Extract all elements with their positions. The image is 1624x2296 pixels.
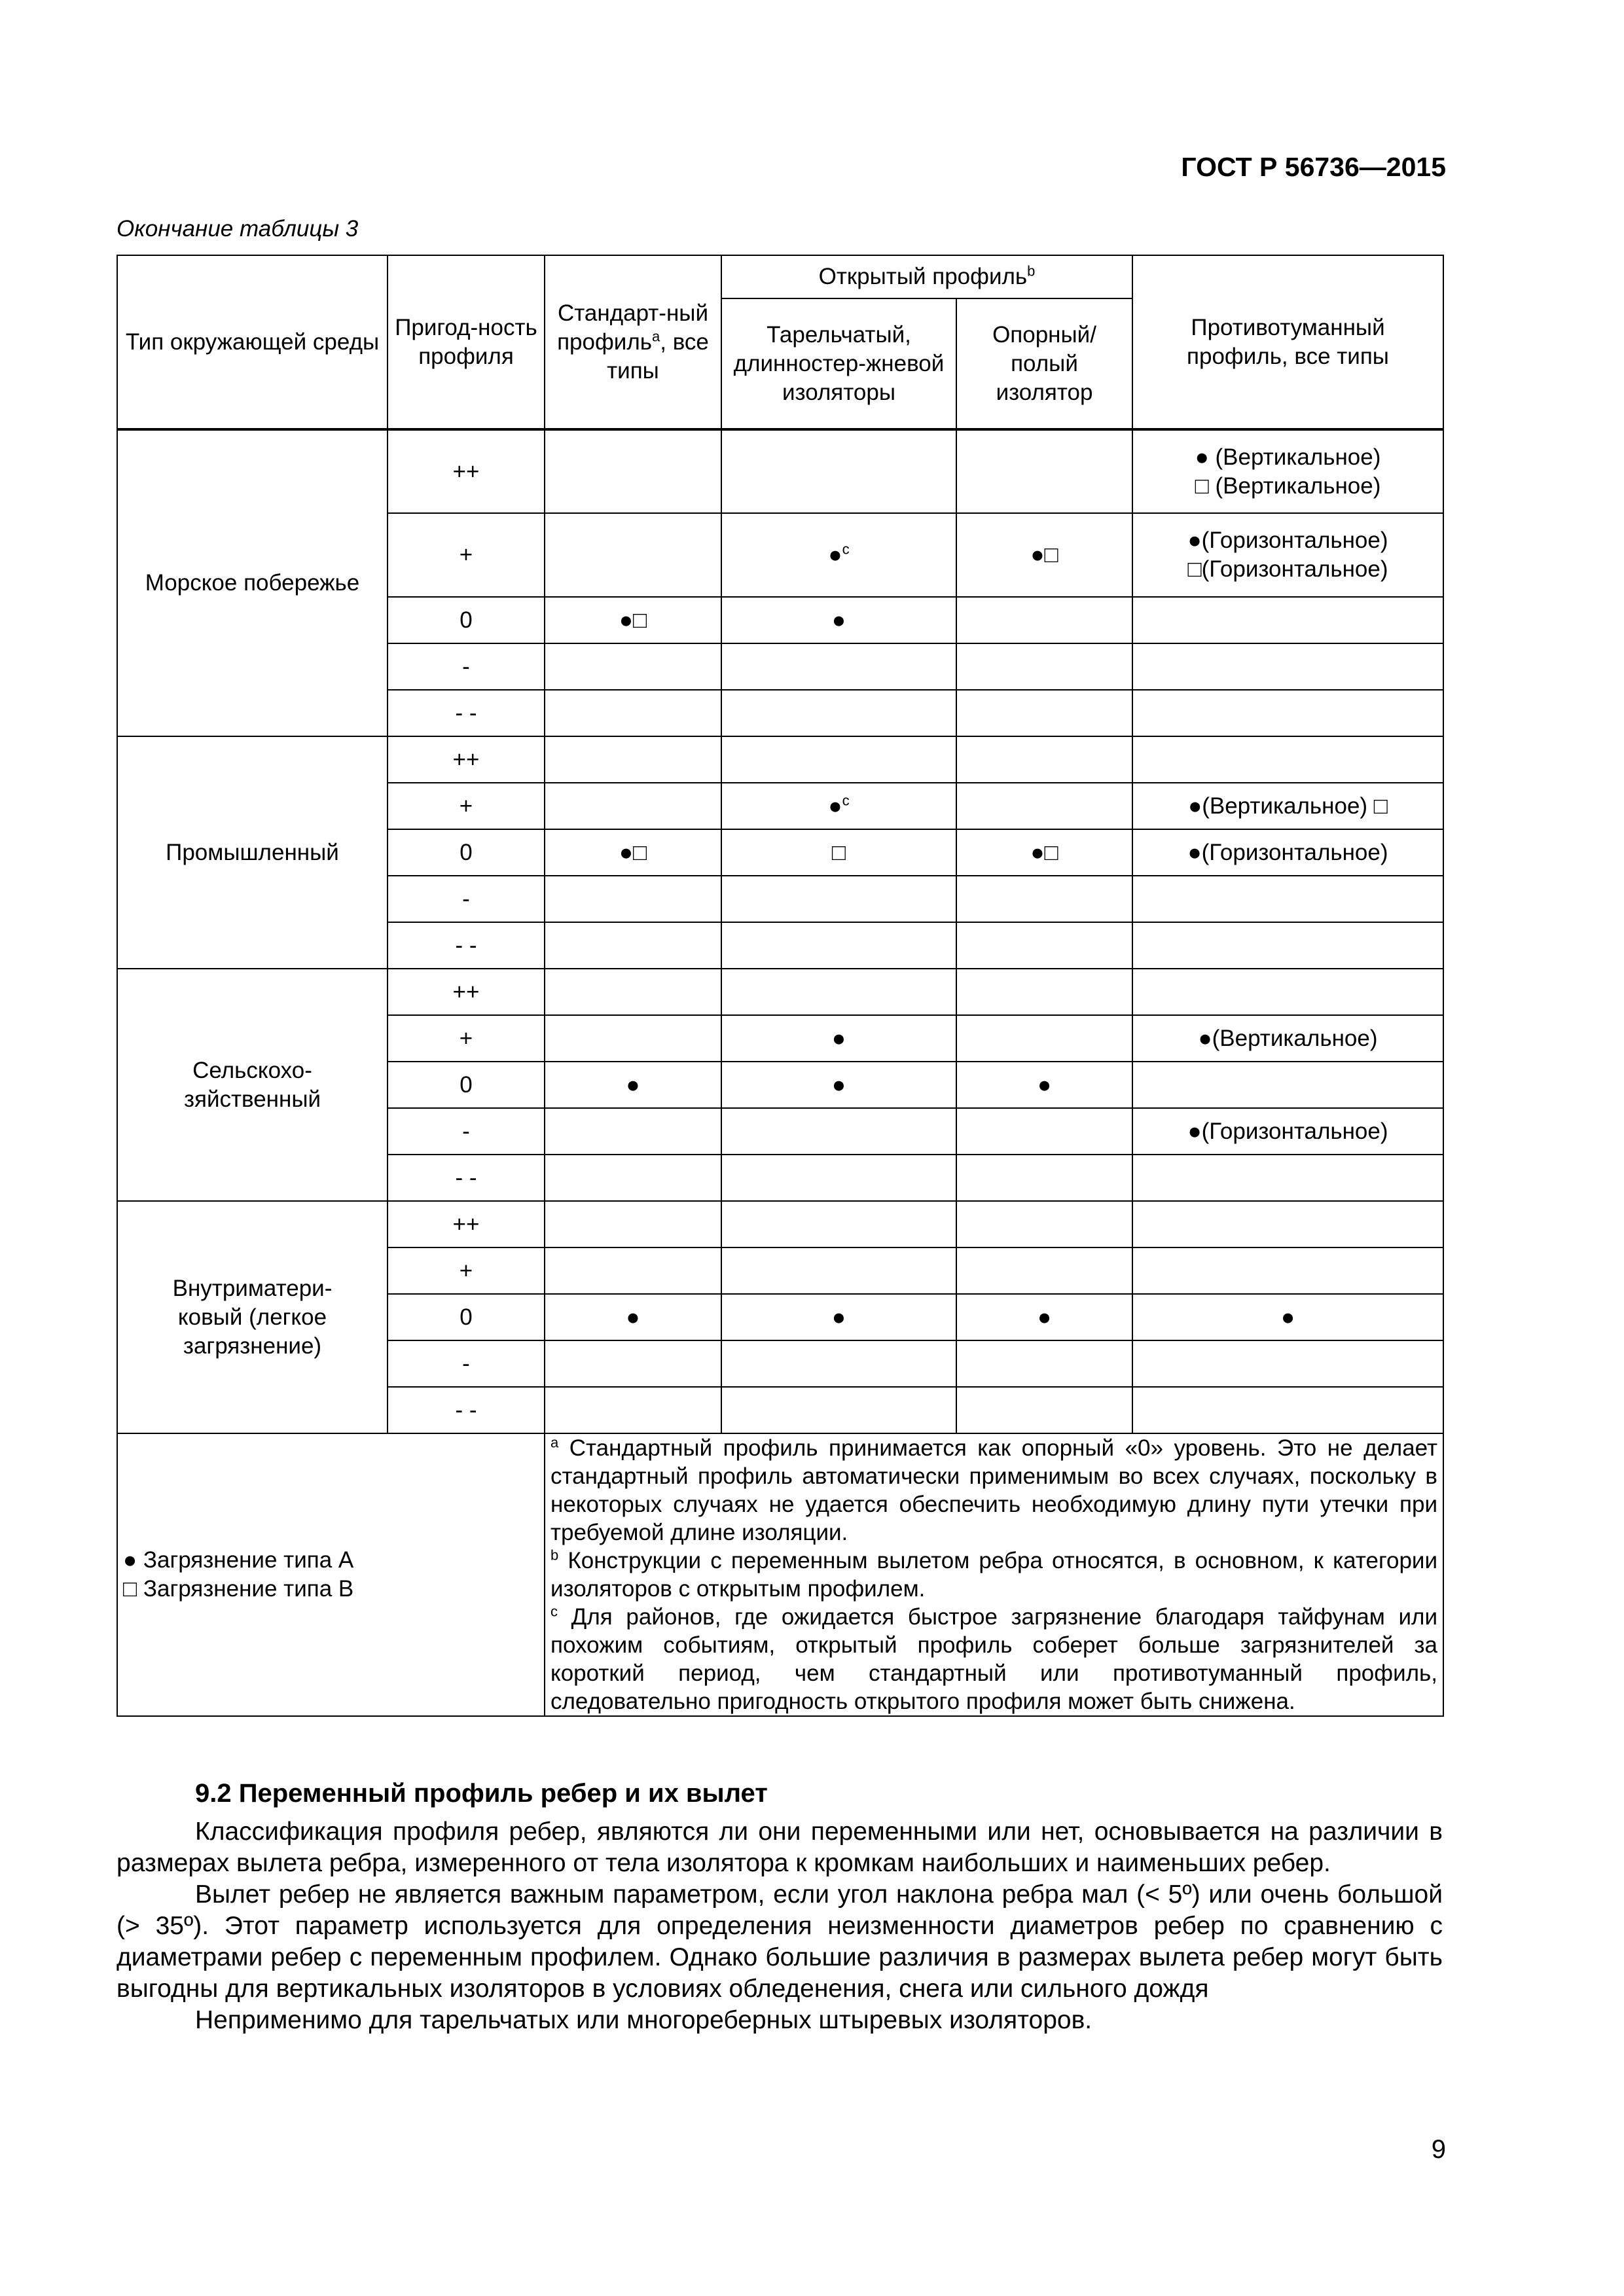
fog-mark-line: ●(Горизонтальное) — [1187, 528, 1388, 553]
fog-profile-cell — [1132, 1294, 1443, 1340]
support-insulator-cell: ● — [956, 1294, 1132, 1340]
col-env-type: Тип окружающей среды — [117, 255, 388, 429]
standard-profile-cell — [545, 1108, 721, 1155]
mark: ● — [828, 793, 842, 819]
table-row — [117, 969, 1443, 1015]
mark: ● — [831, 1071, 846, 1098]
fog-profile-cell — [1132, 969, 1443, 1015]
mark: □ — [831, 839, 846, 865]
legend-cell — [117, 1433, 545, 1716]
plate-insulator-cell — [721, 1155, 956, 1201]
standard-profile-cell — [545, 1340, 721, 1387]
suitability-cell: + — [388, 1015, 545, 1062]
env-type-cell: Внутриматери-ковый (легкое загрязнение) — [117, 1201, 388, 1433]
support-insulator-cell: ●□ — [956, 513, 1132, 597]
standard-profile-cell: ●□ — [545, 597, 721, 643]
legend-item-type-b: □ Загрязнение типа B — [123, 1576, 354, 1602]
fog-profile-cell — [1132, 429, 1443, 513]
plate-insulator-cell — [721, 690, 956, 736]
plate-insulator-cell — [721, 513, 956, 597]
suitability-cell: ++ — [388, 969, 545, 1015]
suitability-cell: 0 — [388, 1294, 545, 1340]
footnote-ref: c — [842, 541, 850, 558]
fog-profile-cell — [1132, 1247, 1443, 1294]
fog-profile-cell — [1132, 922, 1443, 969]
fog-profile-cell — [1132, 643, 1443, 690]
col-open-profile: Открытый профиль$^b$ — [721, 255, 1132, 298]
standard-profile-cell — [545, 429, 721, 513]
suitability-cell: - — [388, 876, 545, 922]
table-caption: Окончание таблицы 3 — [117, 216, 359, 242]
mark: ● — [831, 1304, 846, 1330]
suitability-cell: 0 — [388, 1062, 545, 1108]
support-insulator-cell — [956, 643, 1132, 690]
mark: ● — [828, 542, 842, 567]
footnotes-cell — [545, 1433, 1443, 1716]
suitability-cell: 0 — [388, 597, 545, 643]
support-insulator-cell: ●□ — [956, 829, 1132, 876]
document-id: ГОСТ Р 56736—2015 — [1181, 152, 1446, 182]
col-plate-insulator: Тарельчатый, длинностер-жневой изоляторы — [721, 298, 956, 429]
suitability-cell: ++ — [388, 429, 545, 513]
standard-profile-cell: ● — [545, 1294, 721, 1340]
fog-profile-cell — [1132, 1155, 1443, 1201]
table-row — [117, 429, 1443, 513]
fog-profile-cell — [1132, 1387, 1443, 1433]
plate-insulator-cell — [721, 829, 956, 876]
plate-insulator-cell — [721, 736, 956, 783]
legend-item-type-a: ● Загрязнение типа A — [123, 1547, 354, 1573]
standard-profile-cell — [545, 922, 721, 969]
support-insulator-cell — [956, 736, 1132, 783]
fog-profile-cell — [1132, 783, 1443, 829]
suitability-cell: - — [388, 643, 545, 690]
suitability-cell: - - — [388, 1155, 545, 1201]
support-insulator-cell — [956, 969, 1132, 1015]
support-insulator-cell — [956, 922, 1132, 969]
standard-profile-cell — [545, 876, 721, 922]
fog-profile-cell — [1132, 829, 1443, 876]
plate-insulator-cell — [721, 969, 956, 1015]
fog-profile-cell — [1132, 513, 1443, 597]
page-number: 9 — [1431, 2135, 1446, 2164]
suitability-cell: - - — [388, 1387, 545, 1433]
suitability-table — [117, 255, 1444, 1717]
footnote-a: $^a$ Стандартный профиль принимается как опорный «0» уровень. Это не делает стандартный профиль автоматически применимым во всех случаях, поскольку в некоторых случаях не удается обеспечить необходимую длину пути утечки при требуемой длине изоляции. — [550, 1434, 1438, 1545]
plate-insulator-cell — [721, 1062, 956, 1108]
fog-mark-line: ●(Горизонтальное) — [1187, 839, 1388, 865]
paragraph: Вылет ребер не является важным параметром, если угол наклона ребра мал (< 5º) или очень большой (> 35º). Этот параметр используется для определения неизменности диаметров ребер по сравнению с диаметрами ребер с переменным профилем. Однако большие различия в размерах вылета ребер могут быть выгодны для вертикальных изоляторов в условиях обледенения, снега или сильного дождя — [117, 1880, 1443, 2003]
plate-insulator-cell — [721, 922, 956, 969]
standard-profile-cell — [545, 1015, 721, 1062]
footnote-b: $^b$ Конструкции с переменным вылетом ребра относятся, в основном, к категории изоляторов с открытым профилем. — [550, 1547, 1438, 1602]
support-insulator-cell — [956, 690, 1132, 736]
support-insulator-cell — [956, 429, 1132, 513]
fog-profile-cell — [1132, 1201, 1443, 1247]
support-insulator-cell — [956, 1340, 1132, 1387]
plate-insulator-cell — [721, 429, 956, 513]
table-row — [117, 736, 1443, 783]
standard-profile-cell — [545, 1201, 721, 1247]
plate-insulator-cell — [721, 876, 956, 922]
col-suitability: Пригод-ность профиля — [388, 255, 545, 429]
support-insulator-cell — [956, 1247, 1132, 1294]
standard-profile-cell — [545, 1247, 721, 1294]
suitability-cell: 0 — [388, 829, 545, 876]
fog-mark-line: ●(Вертикальное) □ — [1188, 793, 1388, 819]
plate-insulator-cell — [721, 1294, 956, 1340]
plate-insulator-cell — [721, 1015, 956, 1062]
env-type-cell: Сельскохо-зяйственный — [117, 969, 388, 1201]
col-support-insulator: Опорный/ полый изолятор — [956, 298, 1132, 429]
paragraph: Классификация профиля ребер, являются ли они переменными или нет, основывается на различии в размерах вылета ребра, измеренного от тела изолятора к кромкам наибольших и наименьших ребер. — [117, 1818, 1443, 1877]
standard-profile-cell — [545, 690, 721, 736]
suitability-cell: + — [388, 783, 545, 829]
suitability-cell: - — [388, 1108, 545, 1155]
plate-insulator-cell — [721, 1340, 956, 1387]
plate-insulator-cell — [721, 1387, 956, 1433]
standard-profile-cell — [545, 643, 721, 690]
standard-profile-cell — [545, 1155, 721, 1201]
col-fog-profile: Противотуманный профиль, все типы — [1132, 255, 1443, 429]
support-insulator-cell — [956, 597, 1132, 643]
footnote-c: $^c$ Для районов, где ожидается быстрое загрязнение благодаря тайфунам или похожим событиям, открытый профиль соберет больше загрязнителей за короткий период, чем стандартный или противотуманный профиль, следовательно пригодность открытого профиля может быть снижена. — [550, 1603, 1438, 1714]
support-insulator-cell: ● — [956, 1062, 1132, 1108]
suitability-cell: ++ — [388, 736, 545, 783]
plate-insulator-cell — [721, 597, 956, 643]
suitability-cell: + — [388, 1247, 545, 1294]
support-insulator-cell — [956, 783, 1132, 829]
mark: ● — [831, 1025, 846, 1051]
standard-profile-cell: ●□ — [545, 829, 721, 876]
fog-profile-cell — [1132, 1108, 1443, 1155]
support-insulator-cell — [956, 1015, 1132, 1062]
support-insulator-cell — [956, 1155, 1132, 1201]
paragraph: Неприменимо для тарельчатых или многореберных штыревых изоляторов. — [195, 2006, 1092, 2034]
fog-mark-line: ● (Вертикальное) — [1195, 444, 1381, 470]
support-insulator-cell — [956, 876, 1132, 922]
suitability-cell: + — [388, 513, 545, 597]
env-type-cell: Морское побережье — [117, 429, 388, 736]
section-heading: 9.2 Переменный профиль ребер и их вылет — [195, 1779, 768, 1808]
standard-profile-cell — [545, 969, 721, 1015]
fog-profile-cell — [1132, 876, 1443, 922]
plate-insulator-cell — [721, 783, 956, 829]
suitability-cell: - - — [388, 690, 545, 736]
fog-profile-cell — [1132, 1015, 1443, 1062]
plate-insulator-cell — [721, 1247, 956, 1294]
standard-profile-cell: ● — [545, 1062, 721, 1108]
fog-mark-line: ●(Вертикальное) — [1198, 1025, 1378, 1051]
section-body — [117, 1816, 1443, 2036]
support-insulator-cell — [956, 1201, 1132, 1247]
fog-mark-line: ●(Горизонтальное) — [1187, 1118, 1388, 1144]
fog-mark-line: □(Горизонтальное) — [1187, 556, 1388, 582]
plate-insulator-cell — [721, 1108, 956, 1155]
footnote-ref: c — [842, 791, 850, 808]
fog-profile-cell — [1132, 597, 1443, 643]
col-standard-profile: Стандарт-ный профиль$^a$, все типы — [545, 255, 721, 429]
standard-profile-cell — [545, 513, 721, 597]
support-insulator-cell — [956, 1108, 1132, 1155]
fog-profile-cell — [1132, 690, 1443, 736]
standard-profile-cell — [545, 783, 721, 829]
fog-profile-cell — [1132, 736, 1443, 783]
standard-profile-cell — [545, 1387, 721, 1433]
fog-mark-line: ● — [1280, 1304, 1295, 1330]
plate-insulator-cell — [721, 643, 956, 690]
suitability-cell: - - — [388, 922, 545, 969]
suitability-cell: ++ — [388, 1201, 545, 1247]
suitability-cell: - — [388, 1340, 545, 1387]
mark: ● — [831, 607, 846, 633]
support-insulator-cell — [956, 1387, 1132, 1433]
fog-profile-cell — [1132, 1062, 1443, 1108]
fog-mark-line: □ (Вертикальное) — [1195, 473, 1381, 499]
fog-profile-cell — [1132, 1340, 1443, 1387]
plate-insulator-cell — [721, 1201, 956, 1247]
table-row — [117, 1201, 1443, 1247]
standard-profile-cell — [545, 736, 721, 783]
env-type-cell: Промышленный — [117, 736, 388, 969]
